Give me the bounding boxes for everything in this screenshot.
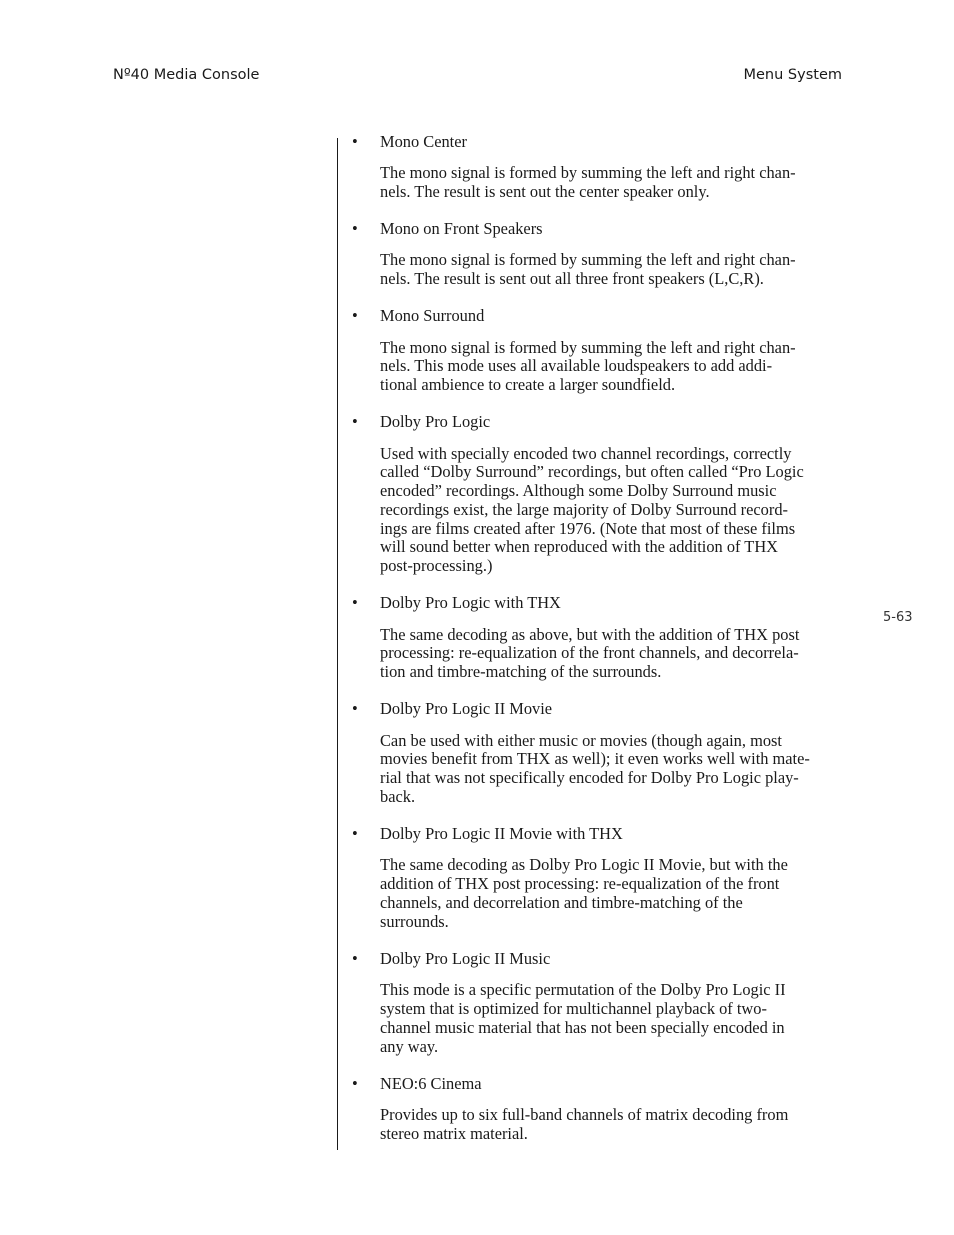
item-description: The same decoding as above, but with the addition of THX post processing: re-equalization of the front channels, and decorrela- tion and timbre-matching of the surrounds. — [380, 624, 800, 682]
margin-rule — [337, 138, 338, 1150]
item-title: Dolby Pro Logic — [380, 412, 491, 432]
mode-list — [352, 133, 844, 1162]
list-item — [352, 950, 844, 1056]
list-item — [352, 307, 844, 395]
item-title: Dolby Pro Logic II Movie with THX — [380, 824, 623, 844]
item-description: Provides up to six full-band channels of matrix decoding from stereo matrix material. — [380, 1104, 789, 1143]
bullet-icon: • — [352, 593, 358, 613]
bullet-icon: • — [352, 412, 358, 432]
item-description: The mono signal is formed by summing the left and right chan- nels. The result is sent out all three front speakers (L,C,R). — [380, 250, 796, 289]
bullet-icon: • — [352, 824, 358, 844]
item-title: Dolby Pro Logic II Movie — [380, 699, 553, 719]
bullet-icon: • — [352, 219, 358, 239]
list-item — [352, 594, 844, 682]
item-title: NEO:6 Cinema — [380, 1073, 482, 1093]
item-title: Mono on Front Speakers — [380, 219, 543, 239]
item-description: The mono signal is formed by summing the left and right chan- nels. The result is sent out the center speaker only. — [380, 163, 796, 201]
item-title: Dolby Pro Logic II Music — [380, 948, 551, 968]
list-item — [352, 413, 844, 576]
page-number: 5-63 — [883, 610, 913, 625]
running-header-section: Menu System — [743, 67, 842, 83]
item-description: Used with specially encoded two channel recordings, correctly called “Dolby Surround” recordings, but often called “Pro Logic encoded” recordings. Although some Dolby Surround music recordings exist, the large majority of Dolby Surround record- ings are films created after 1976. (Note that most of these films will sound better when reproduced with the addition of THX post-processing.) — [380, 443, 804, 576]
list-item — [352, 133, 844, 202]
bullet-icon: • — [352, 699, 358, 719]
list-item — [352, 700, 844, 806]
running-header-title: Nº40 Media Console — [113, 67, 260, 83]
item-title: Mono Center — [380, 132, 467, 151]
bullet-icon: • — [352, 1073, 358, 1093]
bullet-icon: • — [352, 132, 358, 151]
list-item — [352, 1075, 844, 1144]
bullet-icon: • — [352, 306, 358, 326]
item-title: Mono Surround — [380, 306, 485, 326]
item-title: Dolby Pro Logic with THX — [380, 593, 561, 613]
item-description: The same decoding as Dolby Pro Logic II Movie, but with the addition of THX post processing: re-equalization of the front channels, and decorrelation and timbre-matching of the surrounds. — [380, 855, 788, 931]
list-item — [352, 825, 844, 931]
list-item — [352, 220, 844, 289]
item-description: The mono signal is formed by summing the left and right chan- nels. This mode uses all available loudspeakers to add addi- tional ambience to create a larger soundfield. — [380, 337, 796, 395]
bullet-icon: • — [352, 948, 358, 968]
item-description: This mode is a specific permutation of the Dolby Pro Logic II system that is optimized for multichannel playback of two- channel music material that has not been specially encoded in any way. — [380, 980, 786, 1056]
item-description: Can be used with either music or movies (though again, most movies benefit from THX as well); it even works well with mate- rial that was not specifically encoded for Dolby Pro Logic play- back. — [380, 730, 810, 807]
